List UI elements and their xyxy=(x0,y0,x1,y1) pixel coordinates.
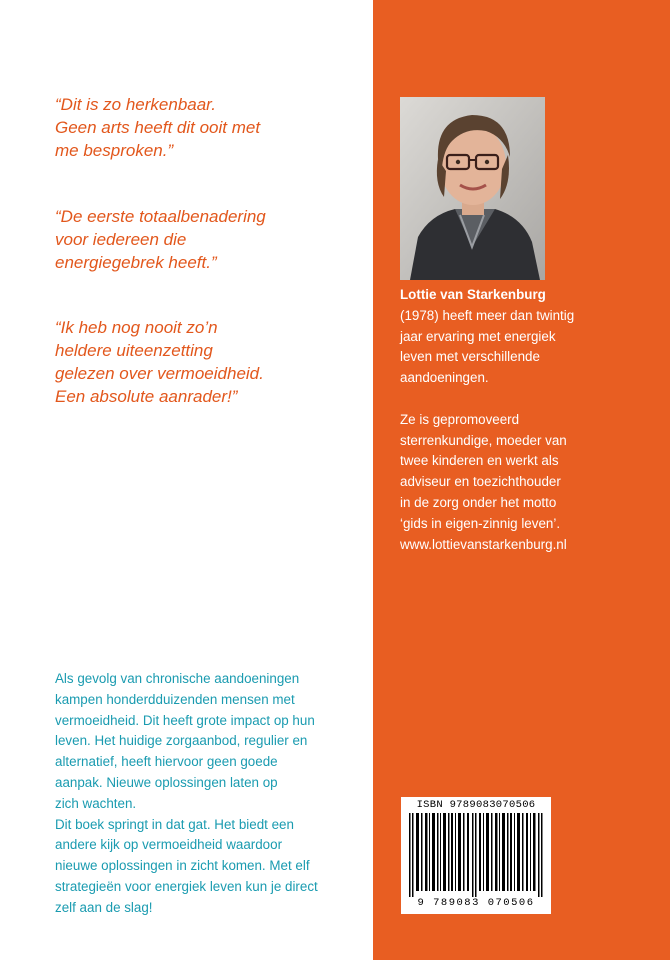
isbn-barcode xyxy=(401,797,551,914)
author-bio xyxy=(400,285,662,555)
barcode-bars xyxy=(407,813,545,897)
author-name: Lottie van Starkenburg xyxy=(400,287,546,302)
author-bio-paragraph-2: Ze is gepromoveerd sterrenkundige, moeder van twee kinderen en werkt als adviseur en toezichthouder in de zorg onder het motto ‘gids in eigen-zinnig leven’. www.lottievanstarkenburg.nl xyxy=(400,411,567,552)
barcode-digits: 9 789083 070506 xyxy=(417,897,535,909)
review-quote-3: “Ik heb nog nooit zo’n heldere uiteenzetting gelezen over vermoeidheid. Een absolute aanrader!” xyxy=(55,318,264,406)
author-photo xyxy=(400,97,545,280)
author-birth-year: (1978) xyxy=(400,307,439,323)
book-blurb: Als gevolg van chronische aandoeningen kampen honderdduizenden mensen met vermoeidheid. Dit heeft grote impact op hun leven. Het huidige zorgaanbod, regulier en alternatief, heeft hiervoor geen goede aanpak. Nieuwe oplossingen laten op zich wachten. Dit boek springt in dat gat. Het biedt een andere kijk op vermoeidheid waardoor nieuwe oplossingen in zicht komen. Met elf strategieën voor energiek leven kun je direct zelf aan de slag! xyxy=(55,671,318,915)
review-quote-1: “Dit is zo herkenbaar. Geen arts heeft dit ooit met me besproken.” xyxy=(55,95,261,160)
isbn-label: ISBN 9789083070506 xyxy=(416,799,536,811)
review-quote-2: “De eerste totaalbenadering voor iedereen die energiegebrek heeft.” xyxy=(55,207,266,272)
author-bio-paragraph-1: heeft meer dan twintig jaar ervaring met energiek leven met verschillende aandoeningen. xyxy=(400,307,575,386)
author-portrait-image xyxy=(400,97,545,280)
